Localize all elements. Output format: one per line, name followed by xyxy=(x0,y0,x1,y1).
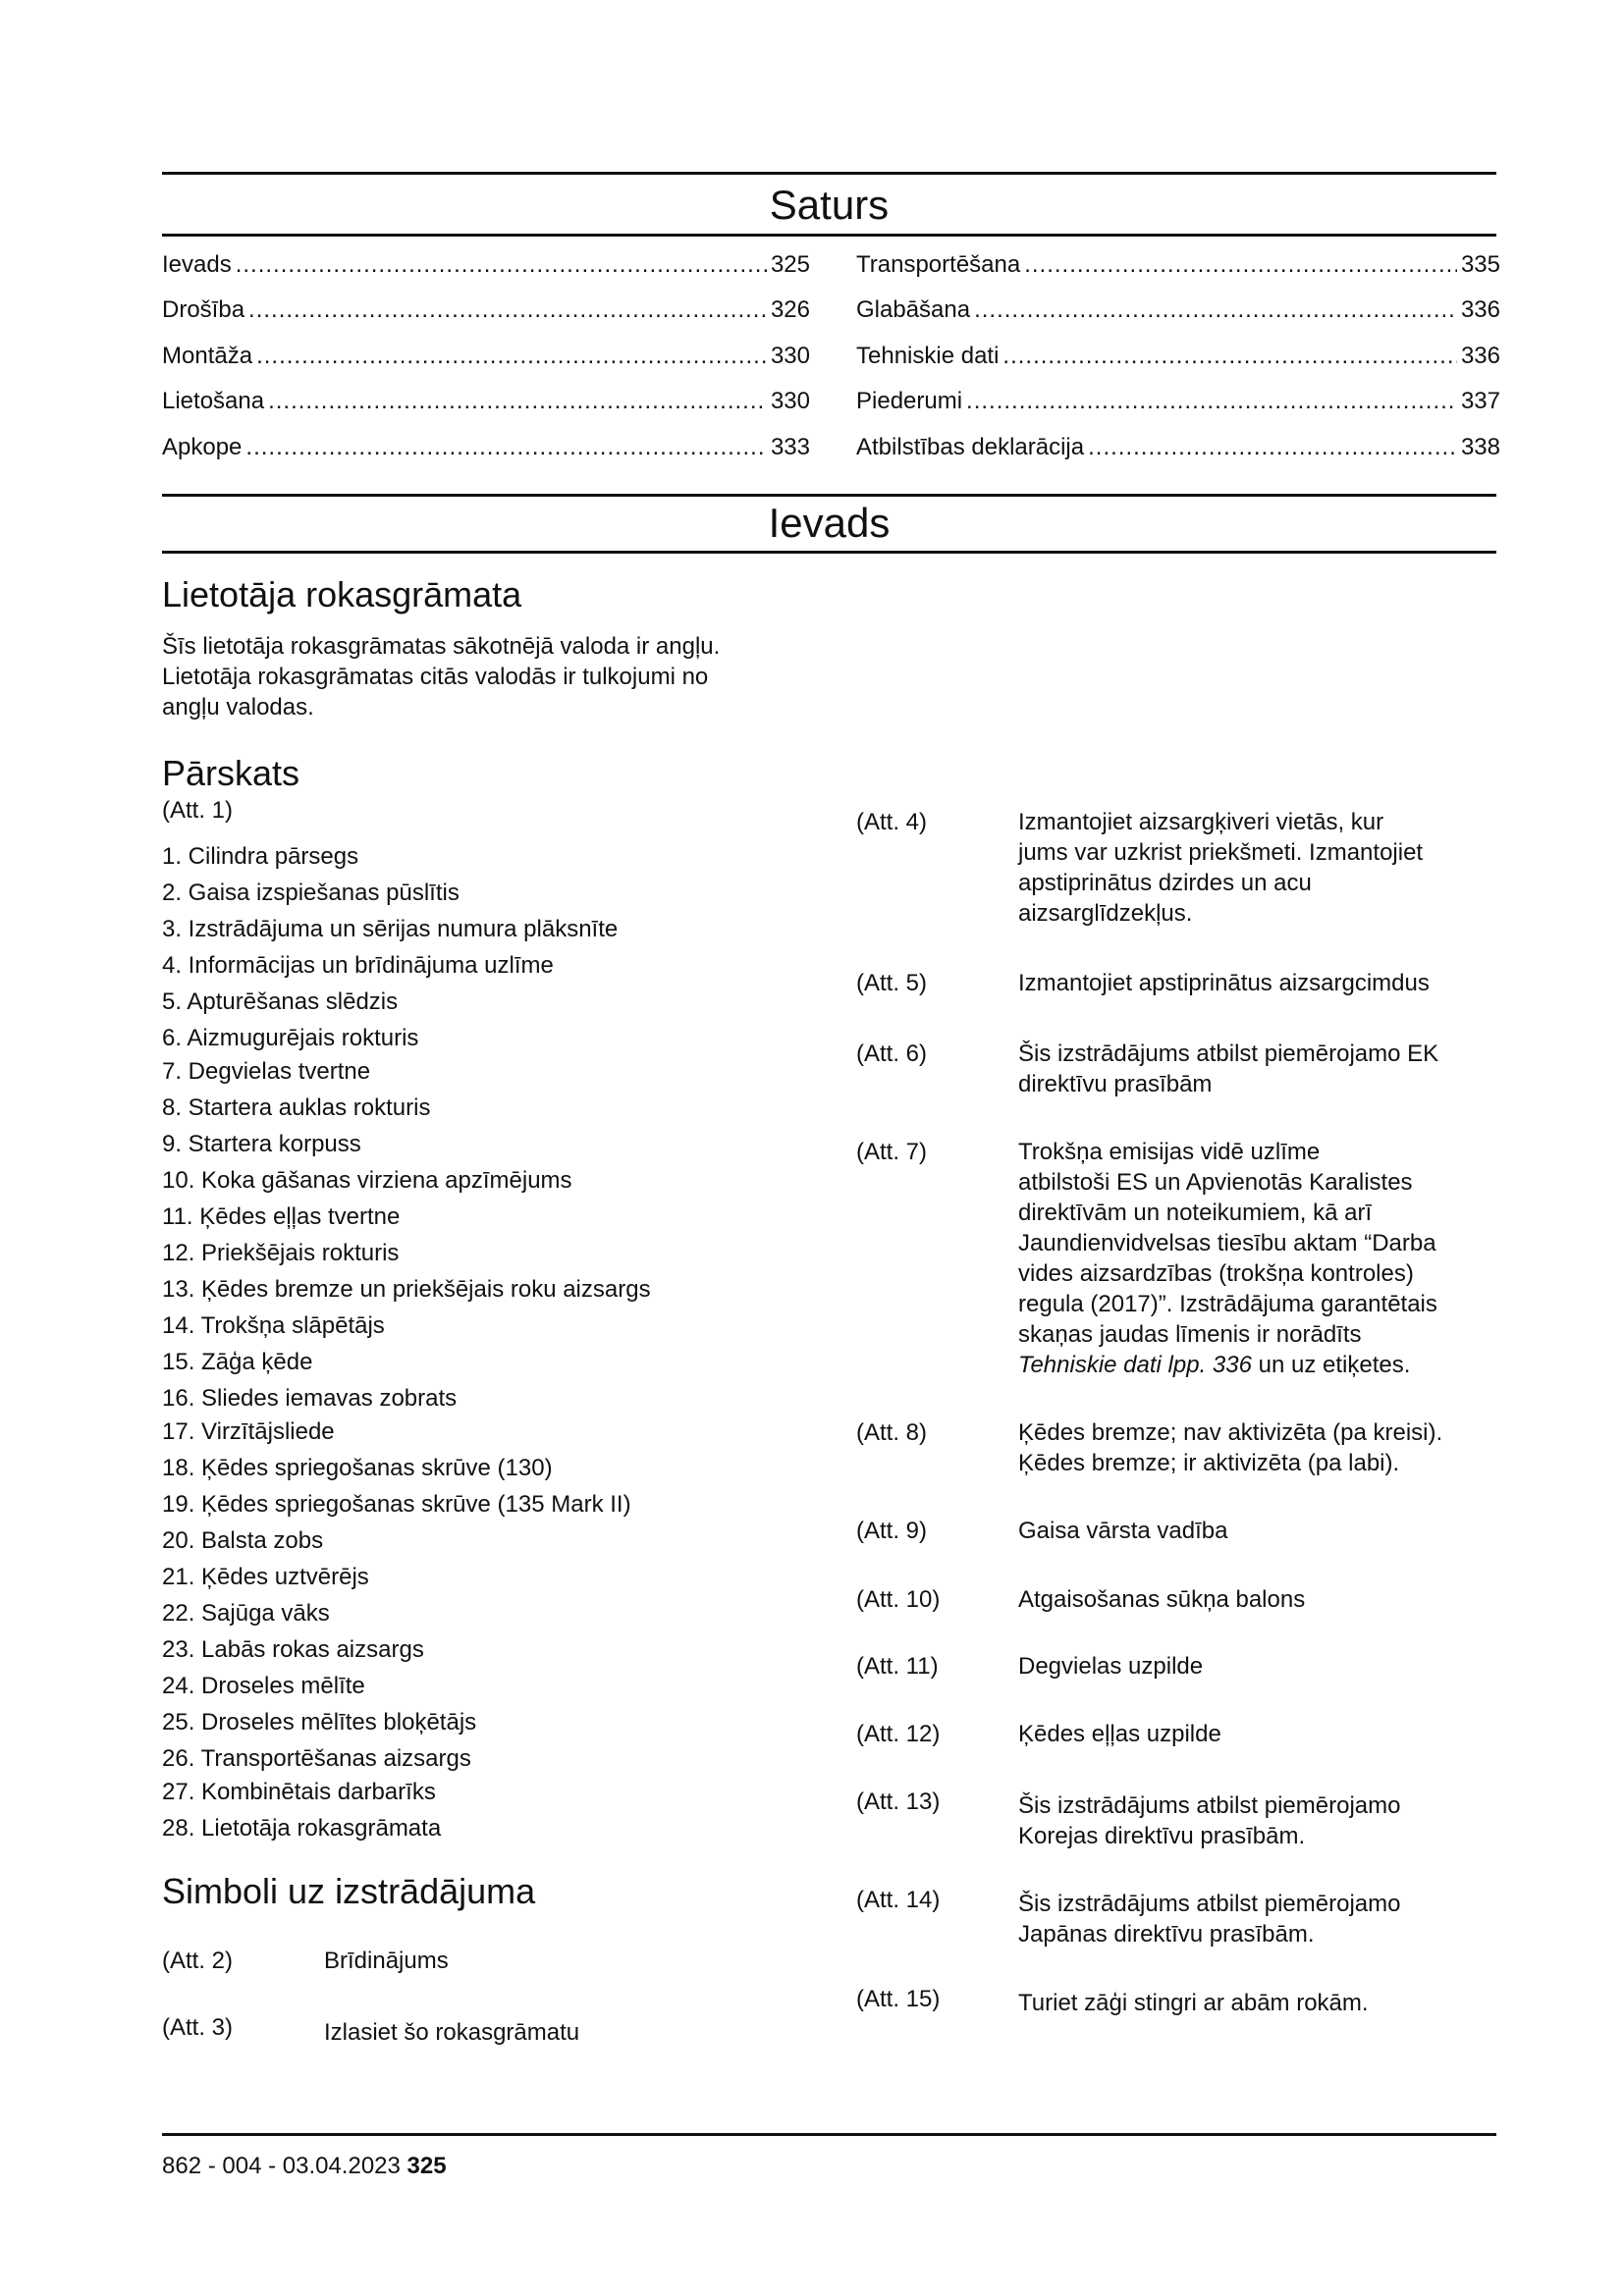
page-number: 325 xyxy=(406,2153,447,2179)
list-item: 1. Cilindra pārsegs xyxy=(162,843,359,870)
manual-text-line: Šīs lietotāja rokasgrāmatas sākotnējā valoda ir angļu. xyxy=(162,633,721,660)
symbol-description: Šis izstrādājums atbilst piemērojamo Korejas direktīvu prasībām. xyxy=(1018,1792,1401,1849)
symbol-figure-ref: (Att. 3) xyxy=(162,2014,234,2041)
symbol-figure-ref: (Att. 15) xyxy=(856,1986,941,2012)
symbol-description: Gaisa vārsta vadība xyxy=(1018,1518,1228,1544)
list-item: 18. Ķēdes spriegošanas skrūve (130) xyxy=(162,1455,553,1481)
list-item: 26. Transportēšanas aizsargs xyxy=(162,1745,471,1772)
list-item: 23. Labās rokas aizsargs xyxy=(162,1636,424,1663)
symbol-figure-ref: (Att. 11) xyxy=(856,1653,939,1680)
toc-entry[interactable]: Drošība ..... 326 xyxy=(162,295,810,325)
list-item: 21. Ķēdes uztvērējs xyxy=(162,1564,369,1590)
symbol-figure-ref: (Att. 6) xyxy=(856,1041,928,1067)
toc-top-rule xyxy=(162,172,1496,175)
intro-title: Ievads xyxy=(768,500,891,546)
symbol-description: Šis izstrādājums atbilst piemērojamo Japānas direktīvu prasībām. xyxy=(1018,1891,1401,1948)
document-code: 862 - 004 - 03.04.2023 xyxy=(162,2153,401,2179)
list-item: 10. Koka gāšanas virziena apzīmējums xyxy=(162,1167,572,1194)
manual-text-line: Lietotāja rokasgrāmatas citās valodās ir tulkojumi no xyxy=(162,664,709,690)
list-item: 27. Kombinētais darbarīks xyxy=(162,1779,436,1805)
symbols-heading: Simboli uz izstrādājuma xyxy=(162,1871,536,1911)
symbol-description: Izmantojiet apstiprinātus aizsargcimdus xyxy=(1018,970,1430,996)
list-item: 5. Apturēšanas slēdzis xyxy=(162,988,399,1015)
symbol-figure-ref: (Att. 8) xyxy=(856,1419,928,1446)
symbol-description: Izmantojiet aizsargķiveri vietās, kur jums var uzkrist priekšmeti. Izmantojiet apstiprinātus dzirdes un acu aizsarglīdzekļus. xyxy=(1018,809,1424,927)
overview-figure-ref: (Att. 1) xyxy=(162,797,234,824)
list-item: 16. Sliedes iemavas zobrats xyxy=(162,1385,458,1412)
manual-heading: Lietotāja rokasgrāmata xyxy=(162,574,522,614)
list-item: 14. Trokšņa slāpētājs xyxy=(162,1312,385,1339)
list-item: 22. Sajūga vāks xyxy=(162,1600,330,1627)
overview-heading: Pārskats xyxy=(162,753,300,793)
toc-entry[interactable]: Lietošana ..... 330 xyxy=(162,387,810,416)
list-item: 11. Ķēdes eļļas tvertne xyxy=(162,1203,401,1230)
symbol-figure-ref: (Att. 4) xyxy=(856,809,928,835)
list-item: 28. Lietotāja rokasgrāmata xyxy=(162,1815,442,1842)
toc-entry[interactable]: Ievads ..... 325 xyxy=(162,250,810,280)
symbol-figure-ref: (Att. 13) xyxy=(856,1789,941,1815)
toc-entry[interactable]: Montāža ..... 330 xyxy=(162,342,810,371)
list-item: 9. Startera korpuss xyxy=(162,1131,361,1157)
toc-title-rule xyxy=(162,234,1496,237)
page-footer xyxy=(162,2152,447,2181)
toc-entry[interactable]: Atbilstības deklarācija ..... 338 xyxy=(856,433,1500,462)
list-item: 8. Startera auklas rokturis xyxy=(162,1095,431,1121)
list-item: 17. Virzītājsliede xyxy=(162,1418,335,1445)
symbol-figure-ref: (Att. 2) xyxy=(162,1948,234,1974)
manual-text-line: angļu valodas. xyxy=(162,694,314,721)
intro-top-rule xyxy=(162,494,1496,497)
list-item: 3. Izstrādājuma un sērijas numura plāksnīte xyxy=(162,916,619,942)
symbol-description: Brīdinājums xyxy=(324,1948,449,1974)
symbol-description: Ķēdes bremze; nav aktivizēta (pa kreisi). Ķēdes bremze; ir aktivizēta (pa labi). xyxy=(1018,1419,1443,1476)
toc-entry[interactable]: Tehniskie dati ..... 336 xyxy=(856,342,1500,371)
toc-entry[interactable]: Transportēšana ..... 335 xyxy=(856,250,1500,280)
list-item: 12. Priekšējais rokturis xyxy=(162,1240,400,1266)
symbol-figure-ref: (Att. 7) xyxy=(856,1139,928,1165)
symbol-description: Trokšņa emisijas vidē uzlīme atbilstoši ES un Apvienotās Karalistes direktīvām un noteikumiem, kā arī Jaundienvidvelsas tiesību aktam “Darba vides aizsardzības (trokšņa kontroles) regula (2017)”. Izstrādājuma garantētais skaņas jaudas līmenis ir norādīts Tehniskie dati lpp. 336 un uz etiķetes. xyxy=(1018,1139,1437,1378)
symbol-description: Degvielas uzpilde xyxy=(1018,1653,1204,1680)
symbol-figure-ref: (Att. 10) xyxy=(856,1586,941,1613)
symbol-figure-ref: (Att. 5) xyxy=(856,970,928,996)
symbol-description: Šis izstrādājums atbilst piemērojamo EK direktīvu prasībām xyxy=(1018,1041,1439,1097)
symbol-description: Turiet zāģi stingri ar abām rokām. xyxy=(1018,1990,1369,2016)
list-item: 15. Zāģa ķēde xyxy=(162,1349,313,1375)
toc-entry[interactable]: Glabāšana ..... 336 xyxy=(856,295,1500,325)
list-item: 24. Droseles mēlīte xyxy=(162,1673,365,1699)
symbol-figure-ref: (Att. 14) xyxy=(856,1887,941,1913)
list-item: 2. Gaisa izspiešanas pūslītis xyxy=(162,880,460,906)
symbol-description: Izlasiet šo rokasgrāmatu xyxy=(324,2019,580,2046)
symbol-description: Ķēdes eļļas uzpilde xyxy=(1018,1721,1221,1747)
toc-title: Saturs xyxy=(769,182,890,228)
technical-data-link[interactable]: Tehniskie dati lpp. 336 xyxy=(1018,1352,1252,1378)
symbol-figure-ref: (Att. 9) xyxy=(856,1518,928,1544)
list-item: 4. Informācijas un brīdinājuma uzlīme xyxy=(162,952,554,979)
toc-entry[interactable]: Piederumi ..... 337 xyxy=(856,387,1500,416)
list-item: 25. Droseles mēlītes bloķētājs xyxy=(162,1709,477,1735)
symbol-figure-ref: (Att. 12) xyxy=(856,1721,941,1747)
footer-rule xyxy=(162,2133,1496,2136)
symbol-description: Atgaisošanas sūkņa balons xyxy=(1018,1586,1306,1613)
toc-entry[interactable]: Apkope ..... 333 xyxy=(162,433,810,462)
list-item: 7. Degvielas tvertne xyxy=(162,1058,371,1085)
intro-title-rule xyxy=(162,551,1496,554)
list-item: 20. Balsta zobs xyxy=(162,1527,324,1554)
list-item: 6. Aizmugurējais rokturis xyxy=(162,1025,419,1051)
list-item: 13. Ķēdes bremze un priekšējais roku aizsargs xyxy=(162,1276,651,1303)
list-item: 19. Ķēdes spriegošanas skrūve (135 Mark II) xyxy=(162,1491,631,1518)
